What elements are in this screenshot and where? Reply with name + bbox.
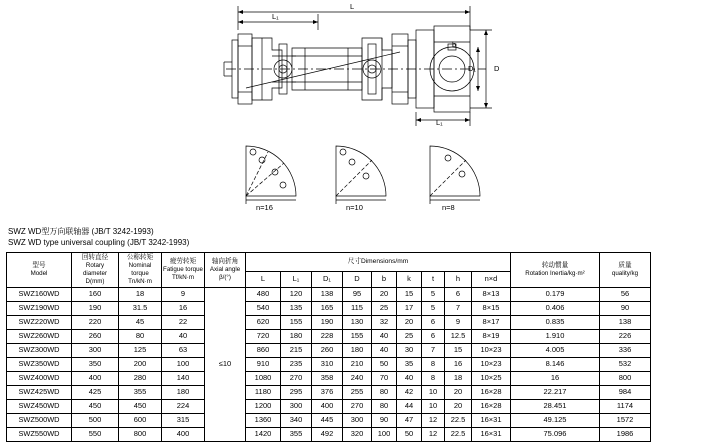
cell-dim-D1: 400 [312, 400, 343, 414]
cell-dim-b: 20 [372, 288, 397, 302]
cell-fatigue-torque: 9 [162, 288, 205, 302]
cell-quality: 984 [600, 386, 651, 400]
cell-dim-t: 5 [422, 302, 445, 316]
cell-dim-b: 80 [372, 400, 397, 414]
table-row [7, 302, 651, 316]
cell-model: SWZ190WD [7, 302, 72, 316]
cell-dim-k: 44 [397, 400, 422, 414]
title-cn: SWZ WD型万向联轴器 (JB/T 3242-1993) [8, 227, 154, 236]
cell-nominal-torque: 125 [119, 344, 162, 358]
cell-nominal-torque: 600 [119, 414, 162, 428]
table-head [7, 253, 651, 288]
cell-axial-angle: ≤10 [205, 288, 246, 442]
cell-dim-t: 6 [422, 316, 445, 330]
cell-nominal-torque: 45 [119, 316, 162, 330]
cell-dim-D1: 492 [312, 428, 343, 442]
cell-inertia: 8.146 [511, 358, 600, 372]
cell-dim-nd: 16×31 [472, 428, 511, 442]
cell-dim-L: 910 [246, 358, 281, 372]
cell-inertia: 49.125 [511, 414, 600, 428]
cell-quality: 336 [600, 344, 651, 358]
cell-dim-L: 860 [246, 344, 281, 358]
cell-inertia: 4.005 [511, 344, 600, 358]
cell-dim-k: 25 [397, 330, 422, 344]
cell-dim-t: 12 [422, 428, 445, 442]
cell-dim-L1: 300 [281, 400, 312, 414]
header-dim-b: b [372, 271, 397, 287]
cell-inertia: 16 [511, 372, 600, 386]
cell-dim-k: 47 [397, 414, 422, 428]
header-rotary-diameter: 回转直径 Rotary diameter D(mm) [72, 253, 119, 288]
cell-dim-b: 90 [372, 414, 397, 428]
cell-dim-h: 12.5 [445, 330, 472, 344]
cell-rotary-diameter: 350 [72, 358, 119, 372]
cell-fatigue-torque: 224 [162, 400, 205, 414]
header-dimensions: 尺寸Dimensions/mm [246, 253, 511, 272]
cell-dim-D: 255 [343, 386, 372, 400]
cell-dim-L1: 135 [281, 302, 312, 316]
dim-label-D: D [494, 64, 500, 73]
cell-quality: 1572 [600, 414, 651, 428]
cell-dim-L1: 155 [281, 316, 312, 330]
cell-dim-nd: 16×28 [472, 400, 511, 414]
cell-dim-L: 540 [246, 302, 281, 316]
flange-note-2: n=10 [346, 203, 363, 212]
cell-dim-D1: 310 [312, 358, 343, 372]
cell-inertia: 28.451 [511, 400, 600, 414]
cell-dim-D: 300 [343, 414, 372, 428]
cell-rotary-diameter: 400 [72, 372, 119, 386]
cell-dim-D: 320 [343, 428, 372, 442]
cell-dim-t: 8 [422, 358, 445, 372]
cell-dim-k: 40 [397, 372, 422, 386]
header-dim-nd: n×d [472, 271, 511, 287]
cell-dim-D: 180 [343, 344, 372, 358]
cell-inertia: 22.217 [511, 386, 600, 400]
cell-dim-L1: 120 [281, 288, 312, 302]
cell-fatigue-torque: 180 [162, 386, 205, 400]
cell-dim-k: 17 [397, 302, 422, 316]
cell-model: SWZ500WD [7, 414, 72, 428]
cell-nominal-torque: 31.5 [119, 302, 162, 316]
cell-fatigue-torque: 63 [162, 344, 205, 358]
cell-dim-t: 8 [422, 372, 445, 386]
cell-dim-D1: 228 [312, 330, 343, 344]
cell-dim-t: 6 [422, 330, 445, 344]
cell-dim-L1: 295 [281, 386, 312, 400]
cell-dim-D: 115 [343, 302, 372, 316]
header-dim-D1: D₁ [312, 271, 343, 287]
cell-dim-b: 25 [372, 302, 397, 316]
table-row [7, 358, 651, 372]
cell-rotary-diameter: 425 [72, 386, 119, 400]
cell-dim-k: 15 [397, 288, 422, 302]
cell-dim-nd: 16×31 [472, 414, 511, 428]
cell-rotary-diameter: 500 [72, 414, 119, 428]
table-row [7, 330, 651, 344]
cell-fatigue-torque: 22 [162, 316, 205, 330]
cell-nominal-torque: 450 [119, 400, 162, 414]
cell-dim-b: 32 [372, 316, 397, 330]
dim-label-L1: L₁ [272, 12, 279, 21]
cell-dim-k: 20 [397, 316, 422, 330]
cell-fatigue-torque: 400 [162, 428, 205, 442]
cell-rotary-diameter: 300 [72, 344, 119, 358]
cell-dim-nd: 8×19 [472, 330, 511, 344]
cell-dim-b: 70 [372, 372, 397, 386]
specifications-table [6, 252, 651, 442]
cell-dim-nd: 8×13 [472, 288, 511, 302]
cell-dim-L: 1360 [246, 414, 281, 428]
cell-inertia: 1.910 [511, 330, 600, 344]
cell-dim-b: 100 [372, 428, 397, 442]
cell-model: SWZ220WD [7, 316, 72, 330]
cell-rotary-diameter: 260 [72, 330, 119, 344]
cell-rotary-diameter: 190 [72, 302, 119, 316]
cell-dim-L: 1200 [246, 400, 281, 414]
cell-dim-nd: 10×23 [472, 358, 511, 372]
cell-dim-h: 22.5 [445, 414, 472, 428]
cell-dim-k: 35 [397, 358, 422, 372]
cell-quality: 90 [600, 302, 651, 316]
cell-model: SWZ260WD [7, 330, 72, 344]
cell-dim-L: 1420 [246, 428, 281, 442]
cell-dim-t: 5 [422, 288, 445, 302]
cell-dim-h: 20 [445, 386, 472, 400]
cell-rotary-diameter: 220 [72, 316, 119, 330]
cell-dim-h: 18 [445, 372, 472, 386]
cell-quality: 56 [600, 288, 651, 302]
table-row [7, 428, 651, 442]
cell-dim-D: 130 [343, 316, 372, 330]
cell-nominal-torque: 355 [119, 386, 162, 400]
cell-model: SWZ450WD [7, 400, 72, 414]
header-inertia: 转动惯量 Rotation Inertia/kg·m² [511, 253, 600, 288]
cell-quality: 138 [600, 316, 651, 330]
title-en: SWZ WD type universal coupling (JB/T 3242-1993) [8, 238, 190, 247]
dim-label-D1: D₁ [468, 64, 476, 73]
cell-dim-h: 9 [445, 316, 472, 330]
cell-dim-t: 7 [422, 344, 445, 358]
cell-dim-D1: 138 [312, 288, 343, 302]
cell-dim-L1: 235 [281, 358, 312, 372]
cell-nominal-torque: 80 [119, 330, 162, 344]
cell-quality: 226 [600, 330, 651, 344]
cell-quality: 1986 [600, 428, 651, 442]
cell-model: SWZ550WD [7, 428, 72, 442]
cell-dim-nd: 8×15 [472, 302, 511, 316]
cell-model: SWZ350WD [7, 358, 72, 372]
dim-label-L: L [350, 2, 355, 11]
table-row [7, 400, 651, 414]
cell-inertia: 0.835 [511, 316, 600, 330]
cell-dim-t: 10 [422, 400, 445, 414]
cell-fatigue-torque: 100 [162, 358, 205, 372]
table-row [7, 288, 651, 302]
table-row [7, 316, 651, 330]
header-model: 型号 Model [7, 253, 72, 288]
table-row [7, 344, 651, 358]
cell-dim-b: 40 [372, 330, 397, 344]
cell-dim-b: 40 [372, 344, 397, 358]
cell-dim-L1: 355 [281, 428, 312, 442]
table-header-row-1 [7, 253, 651, 272]
cell-dim-D1: 445 [312, 414, 343, 428]
header-quality: 质量 quality/kg [600, 253, 651, 288]
cell-dim-h: 16 [445, 358, 472, 372]
cell-dim-h: 20 [445, 400, 472, 414]
cell-dim-D: 270 [343, 400, 372, 414]
cell-dim-D1: 260 [312, 344, 343, 358]
table-row [7, 414, 651, 428]
cell-dim-L1: 180 [281, 330, 312, 344]
cell-nominal-torque: 800 [119, 428, 162, 442]
cell-dim-nd: 8×17 [472, 316, 511, 330]
cell-dim-L1: 340 [281, 414, 312, 428]
header-dim-t: t [422, 271, 445, 287]
cell-dim-D: 155 [343, 330, 372, 344]
cell-dim-h: 6 [445, 288, 472, 302]
header-dim-D: D [343, 271, 372, 287]
cell-dim-nd: 10×25 [472, 372, 511, 386]
cell-dim-D1: 165 [312, 302, 343, 316]
cell-fatigue-torque: 315 [162, 414, 205, 428]
cell-dim-k: 50 [397, 428, 422, 442]
cell-dim-L: 480 [246, 288, 281, 302]
table-body [7, 288, 651, 442]
cell-dim-D: 210 [343, 358, 372, 372]
cell-inertia: 75.096 [511, 428, 600, 442]
cell-dim-b: 80 [372, 386, 397, 400]
header-dim-L: L [246, 271, 281, 287]
flange-note-3: n=8 [442, 203, 455, 212]
cell-dim-L: 720 [246, 330, 281, 344]
cell-dim-k: 30 [397, 344, 422, 358]
cell-inertia: 0.406 [511, 302, 600, 316]
cell-model: SWZ300WD [7, 344, 72, 358]
cell-model: SWZ400WD [7, 372, 72, 386]
cell-dim-D1: 376 [312, 386, 343, 400]
cell-dim-nd: 16×28 [472, 386, 511, 400]
cell-dim-h: 15 [445, 344, 472, 358]
cell-quality: 1174 [600, 400, 651, 414]
header-dim-L1: L₁ [281, 271, 312, 287]
cell-inertia: 0.179 [511, 288, 600, 302]
cell-dim-nd: 10×23 [472, 344, 511, 358]
cell-rotary-diameter: 160 [72, 288, 119, 302]
cell-nominal-torque: 280 [119, 372, 162, 386]
cell-dim-D: 240 [343, 372, 372, 386]
cell-dim-b: 50 [372, 358, 397, 372]
cell-dim-D1: 190 [312, 316, 343, 330]
cell-dim-t: 10 [422, 386, 445, 400]
cell-nominal-torque: 200 [119, 358, 162, 372]
cell-dim-D1: 358 [312, 372, 343, 386]
cell-dim-h: 22.5 [445, 428, 472, 442]
cell-dim-h: 7 [445, 302, 472, 316]
header-dim-k: k [397, 271, 422, 287]
cell-rotary-diameter: 450 [72, 400, 119, 414]
dim-label-b: b [452, 40, 457, 49]
header-axial-angle: 轴向折角 Axial angle β/(°) [205, 253, 246, 288]
header-dim-h: h [445, 271, 472, 287]
dim-label-L1-bottom: L₁ [436, 118, 443, 127]
cell-nominal-torque: 18 [119, 288, 162, 302]
cell-quality: 800 [600, 372, 651, 386]
cell-quality: 532 [600, 358, 651, 372]
table-row [7, 386, 651, 400]
header-nominal-torque: 公称转矩 Nominal torque Tn/kN·m [119, 253, 162, 288]
table-row [7, 372, 651, 386]
cell-dim-k: 42 [397, 386, 422, 400]
cell-model: SWZ425WD [7, 386, 72, 400]
cell-fatigue-torque: 140 [162, 372, 205, 386]
cell-dim-L1: 270 [281, 372, 312, 386]
cell-dim-D: 95 [343, 288, 372, 302]
header-fatigue-torque: 疲劳转矩 Fatigue torque Tf/kN·m [162, 253, 205, 288]
cell-rotary-diameter: 550 [72, 428, 119, 442]
cell-model: SWZ160WD [7, 288, 72, 302]
cell-dim-t: 12 [422, 414, 445, 428]
cell-dim-L: 1180 [246, 386, 281, 400]
cell-fatigue-torque: 16 [162, 302, 205, 316]
cell-dim-L: 1080 [246, 372, 281, 386]
cell-dim-L1: 215 [281, 344, 312, 358]
cell-fatigue-torque: 40 [162, 330, 205, 344]
cell-dim-L: 620 [246, 316, 281, 330]
flange-note-1: n=16 [256, 203, 273, 212]
